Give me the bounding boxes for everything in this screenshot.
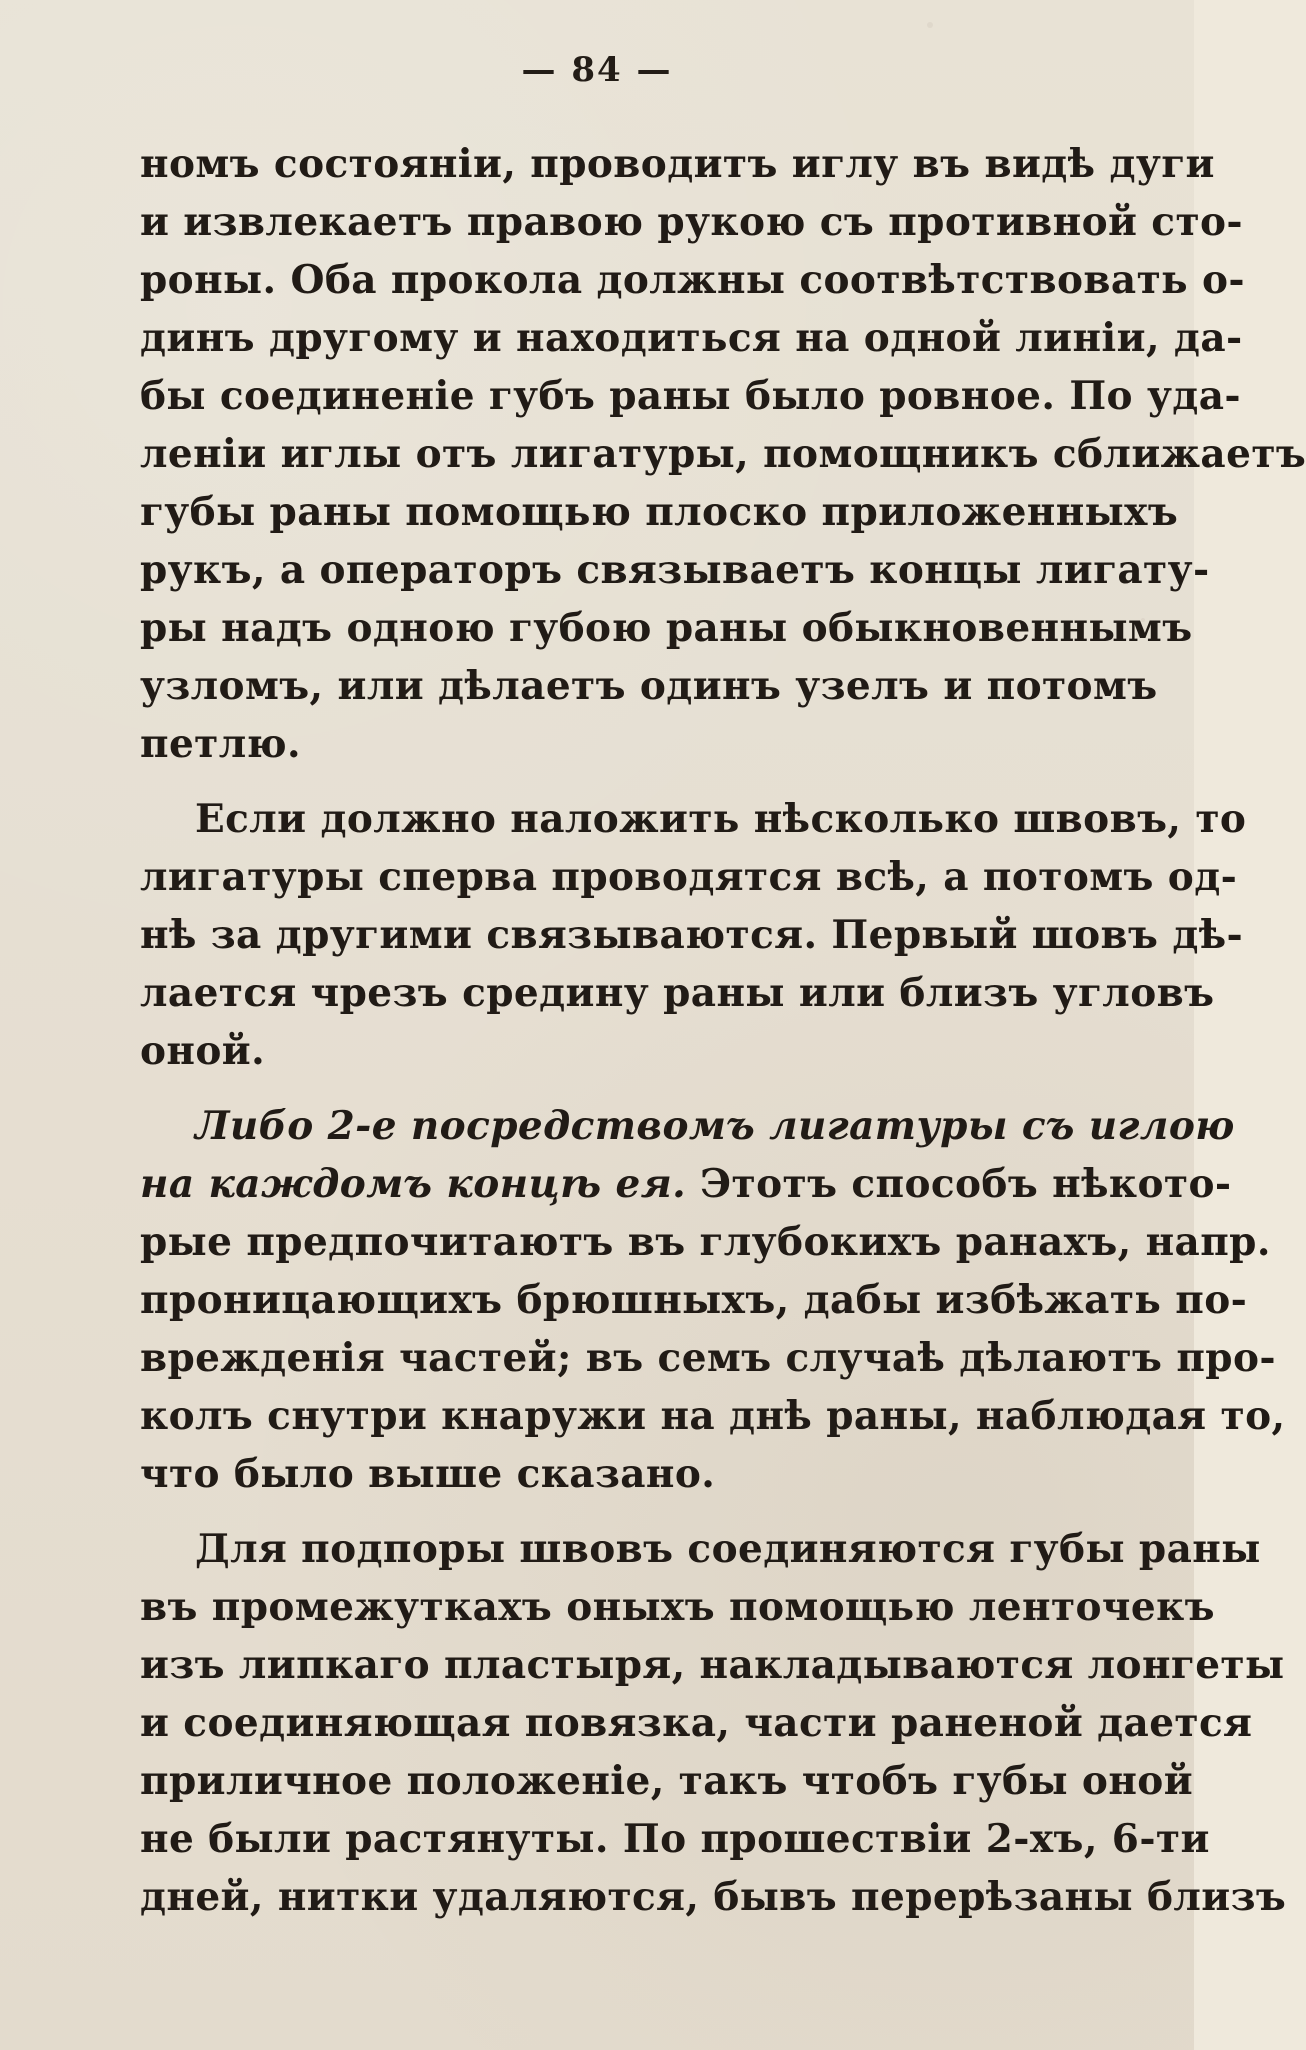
paragraph-spacing: [140, 1080, 1140, 1097]
text-line: лигатуры сперва проводятся всѣ, а потомъ од-: [140, 854, 1238, 900]
mixed-text-line: [140, 1155, 1232, 1213]
text-line: что было выше сказано.: [140, 1451, 716, 1497]
paragraph-spacing: [140, 773, 1140, 790]
text-line: динъ другому и находиться на одной линiи, да-: [140, 315, 1243, 361]
text-line: колъ снутри кнаружи на днѣ раны, наблюдая то,: [140, 1393, 1286, 1439]
text-line: номъ состоянiи, проводитъ иглу въ видѣ дуги: [140, 141, 1215, 187]
text-line: дней, нитки удаляются, бывъ перерѣзаны близъ: [140, 1874, 1287, 1920]
text-line: проницающихъ брюшныхъ, дабы избѣжать по-: [140, 1277, 1248, 1323]
text-line: ленiи иглы отъ лигатуры, помощникъ сближаетъ: [140, 431, 1306, 477]
text-line: приличное положенiе, такъ чтобъ губы оной: [140, 1758, 1194, 1804]
text-fragment: Этотъ способъ нѣкото-: [686, 1161, 1232, 1207]
text-line: лается чрезъ средину раны или близъ угловъ: [140, 970, 1215, 1016]
page-number: — 84 —: [521, 50, 673, 90]
text-line: рые предпочитаютъ въ глубокихъ ранахъ, напр.: [140, 1219, 1271, 1265]
text-line: не были растянуты. По прошествiи 2-хъ, 6-ти: [140, 1816, 1210, 1862]
italic-text-line: Либо 2-е посредствомъ лигатуры съ иглою: [195, 1103, 1235, 1149]
text-line: Если должно наложить нѣсколько швовъ, то: [195, 796, 1247, 842]
text-line: нѣ за другими связываются. Первый шовъ дѣ-: [140, 912, 1244, 958]
paragraph-spacing: [140, 1503, 1140, 1520]
text-line: оной.: [140, 1028, 266, 1074]
text-line: Для подпоры швовъ соединяются губы раны: [195, 1526, 1261, 1572]
text-line: изъ липкаго пластыря, накладываются лонгеты: [140, 1642, 1285, 1688]
text-line: петлю.: [140, 721, 301, 767]
text-line: въ промежуткахъ оныхъ помощью ленточекъ: [140, 1584, 1215, 1630]
text-line: рукъ, а операторъ связываетъ концы лигату-: [140, 547, 1210, 593]
text-line: ры надъ одною губою раны обыкновеннымъ: [140, 605, 1193, 651]
page-text: [140, 135, 1306, 1926]
text-line: губы раны помощью плоско приложенныхъ: [140, 489, 1179, 535]
text-line: и соединяющая повязка, части раненой дается: [140, 1700, 1253, 1746]
text-line: роны. Оба прокола должны соотвѣтствовать о-: [140, 257, 1245, 303]
text-line: бы соединенiе губъ раны было ровное. По уда-: [140, 373, 1241, 419]
text-line: врежденiя частей; въ семъ случаѣ дѣлаютъ про-: [140, 1335, 1276, 1381]
text-line: и извлекаетъ правою рукою съ противной сто-: [140, 199, 1244, 245]
text-line: узломъ, или дѣлаетъ одинъ узелъ и потомъ: [140, 663, 1158, 709]
italic-text-fragment: на каждомъ концѣ ея.: [140, 1161, 687, 1207]
